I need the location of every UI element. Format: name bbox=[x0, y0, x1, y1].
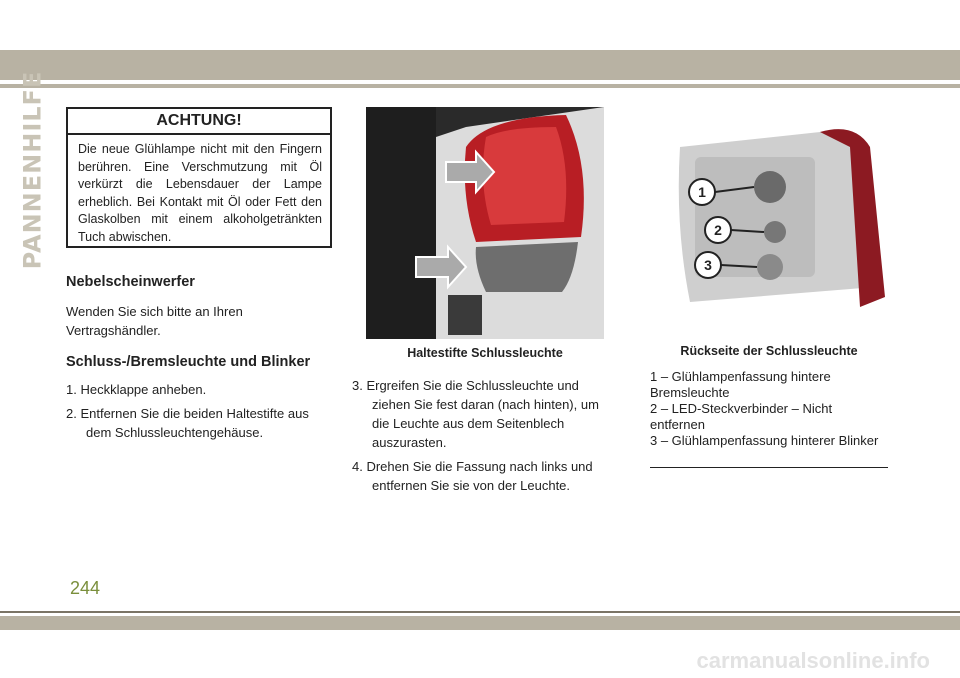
footer-band bbox=[0, 616, 960, 630]
section-tab-label: PANNENHILFE bbox=[18, 70, 46, 270]
watermark: carmanualsonline.info bbox=[696, 648, 930, 673]
callout-3: 3 bbox=[704, 257, 712, 273]
step-2: 2. Entfernen Sie die beiden Haltestifte aus dem Schlussleuchtengehäuse. bbox=[66, 406, 309, 440]
figure2-caption: Rückseite der Schlussleuchte bbox=[680, 344, 858, 358]
footer-rule bbox=[0, 611, 960, 613]
legend-item-3: 3 – Glühlampenfassung hinterer Blinker bbox=[650, 433, 879, 448]
left-column bbox=[66, 274, 334, 447]
header-rule bbox=[0, 84, 960, 88]
warning-text: Die neue Glühlampe nicht mit den Fingern berühren. Eine Verschmutzung mit Öl verkürzt die Lebensdauer der Lampe erheblich. Bei Kontakt mit Öl oder Fett den Glaskolben mit einem alkoholgetränkten Tuch abwischen. bbox=[78, 142, 322, 244]
step-4: 4. Drehen Sie die Fassung nach links und entfernen Sie sie von der Leuchte. bbox=[352, 459, 593, 493]
header-band bbox=[0, 50, 960, 80]
tail-light-back-photo bbox=[650, 107, 888, 339]
callout-1: 1 bbox=[698, 184, 706, 200]
fog-heading: Nebelscheinwerfer bbox=[66, 274, 195, 290]
warning-box bbox=[66, 107, 332, 248]
tail-light-photo bbox=[366, 107, 604, 339]
warning-title: ACHTUNG! bbox=[68, 109, 330, 135]
tail-heading: Schluss-/Bremsleuchte und Blinker bbox=[66, 354, 311, 370]
middle-column bbox=[352, 376, 616, 500]
figure2-legend bbox=[650, 369, 888, 449]
step-1: 1. Heckklappe anheben. bbox=[66, 382, 207, 397]
legend-item-2: 2 – LED-Steckverbinder – Nicht entfernen bbox=[650, 401, 833, 432]
steps-list-1 bbox=[66, 380, 334, 442]
callout-2: 2 bbox=[714, 222, 722, 238]
fog-text: Wenden Sie sich bitte an Ihren Vertragshändler. bbox=[66, 304, 243, 338]
steps-list-2 bbox=[352, 376, 616, 495]
legend-rule bbox=[650, 467, 888, 468]
figure1-caption: Haltestifte Schlussleuchte bbox=[407, 346, 563, 360]
step-3: 3. Ergreifen Sie die Schlussleuchte und ziehen Sie fest daran (nach hinten), um die Leuchte aus dem Seitenblech auszurasten. bbox=[352, 378, 599, 450]
page-number: 244 bbox=[70, 578, 101, 598]
section-tab bbox=[14, 70, 50, 270]
legend-item-1: 1 – Glühlampenfassung hintere Bremsleuchte bbox=[650, 369, 831, 400]
